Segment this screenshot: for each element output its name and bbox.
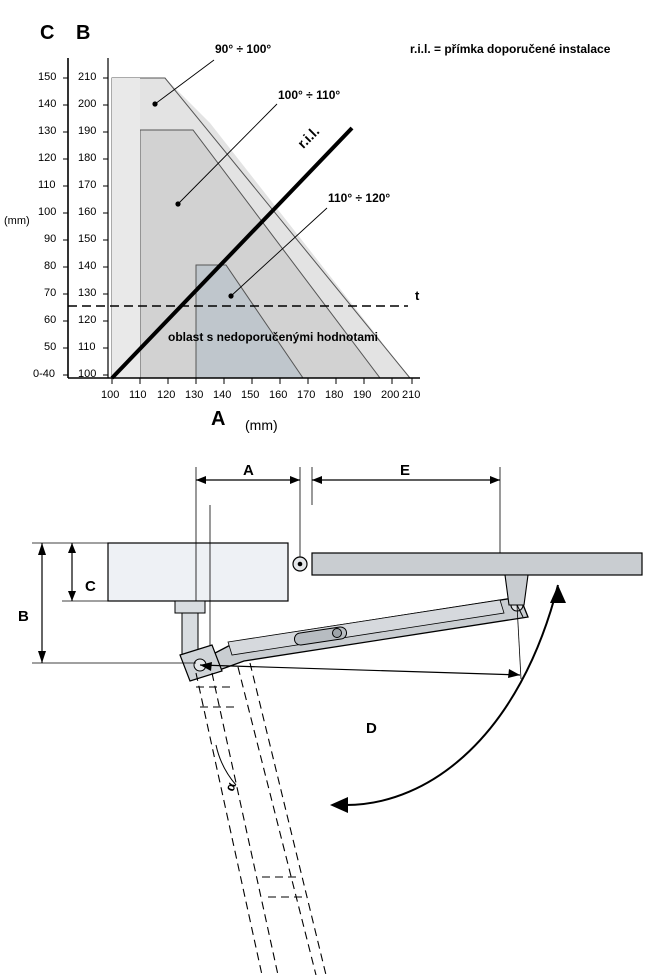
b-tick-130: 130 [78, 287, 97, 299]
x-ticks [112, 378, 412, 384]
axis-c-title: C [40, 22, 55, 44]
c-tick-50: 50 [44, 341, 57, 353]
door-closer-drawing [0, 445, 661, 975]
c-tick-110: 110 [38, 179, 56, 191]
x-tick-100: 100 [101, 389, 120, 401]
dim-c-arrow-top [68, 543, 76, 553]
dim-a-arrow-left [196, 476, 206, 484]
zone-left-strip [112, 78, 140, 378]
c-tick-100: 100 [38, 206, 57, 218]
b-tick-100: 100 [78, 368, 97, 380]
dim-c-arrow-bottom [68, 591, 76, 601]
axis-left-unit: (mm) [4, 215, 30, 227]
x-tick-160: 160 [269, 389, 288, 401]
x-tick-180: 180 [325, 389, 344, 401]
b-tick-110: 110 [78, 341, 96, 353]
b-tick-150: 150 [78, 233, 97, 245]
dim-d-line [200, 665, 520, 675]
b-tick-200: 200 [78, 98, 97, 110]
warning-area-text: oblast s nedoporučenými hodnotami [168, 330, 379, 344]
angle-label: α [222, 780, 239, 794]
closer-body [108, 543, 288, 601]
x-tick-140: 140 [213, 389, 232, 401]
dim-b-arrow-top [38, 543, 46, 555]
c-tick-60: 60 [44, 314, 57, 326]
arm-slot-pin [333, 629, 342, 638]
zone-label-110-120: 110° ÷ 120° [328, 191, 391, 205]
dim-a-label: A [243, 462, 254, 479]
installation-chart [0, 0, 661, 450]
x-tick-120: 120 [157, 389, 176, 401]
x-tick-130: 130 [185, 389, 204, 401]
x-tick-150: 150 [241, 389, 260, 401]
c-tick-70: 70 [44, 287, 57, 299]
b-tick-120: 120 [78, 314, 97, 326]
axis-x-title: A [211, 408, 226, 430]
legend-text: r.i.l. = přímka doporučené instalace [410, 42, 611, 56]
dim-a-arrow-right [290, 476, 300, 484]
swing-arrow-head-top [550, 585, 566, 603]
pivot-center [298, 562, 303, 567]
x-tick-210: 210 [402, 389, 421, 401]
b-tick-210: 210 [78, 71, 97, 83]
x-tick-200: 200 [381, 389, 400, 401]
closer-foot [175, 601, 205, 613]
x-tick-190: 190 [353, 389, 372, 401]
ril-label: r.i.l. [294, 122, 323, 152]
b-tick-140: 140 [78, 260, 97, 272]
dim-b-arrow-bottom [38, 651, 46, 663]
dim-c-label: C [85, 578, 96, 595]
c-tick-120: 120 [38, 152, 57, 164]
door-leaf [312, 553, 642, 575]
zone-label-100-110: 100° ÷ 110° [278, 88, 341, 102]
b-tick-180: 180 [78, 152, 97, 164]
t-label: t [415, 288, 420, 303]
b-ticks [103, 78, 108, 375]
dim-e-arrow-right [490, 476, 500, 484]
x-tick-110: 110 [129, 389, 147, 401]
c-tick-150: 150 [38, 71, 57, 83]
dim-e-label: E [400, 462, 411, 479]
dim-d-label: D [366, 720, 377, 737]
dim-d-arrow-right [508, 669, 520, 678]
dim-e-arrow-left [312, 476, 322, 484]
axis-b-title: B [76, 22, 91, 44]
c-tick-0-40: 0-40 [33, 368, 56, 380]
door-swing-dashed [196, 663, 326, 975]
arm-door-bracket [505, 575, 528, 605]
zone-label-90-100: 90° ÷ 100° [215, 42, 272, 56]
b-tick-170: 170 [78, 179, 97, 191]
c-tick-80: 80 [44, 260, 57, 272]
b-tick-190: 190 [78, 125, 97, 137]
dim-b-label: B [18, 608, 29, 625]
x-tick-170: 170 [297, 389, 316, 401]
swing-arrow-head-left [330, 797, 348, 813]
c-tick-130: 130 [38, 125, 57, 137]
axis-x-unit: (mm) [245, 417, 278, 433]
c-tick-140: 140 [38, 98, 57, 110]
c-tick-90: 90 [44, 233, 57, 245]
b-tick-160: 160 [78, 206, 97, 218]
